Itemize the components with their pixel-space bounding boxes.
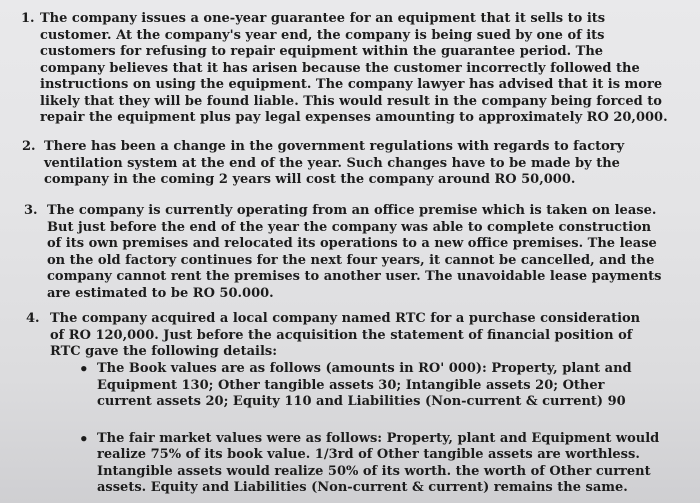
item-text: The company issues a one-year guarantee for an equipment that it sells to its customer. At the company's year end, the company is being sued by one of its customers for refusing to repair equipment within the guarantee period. The company believes that it has arisen because the customer incorrectly followed the instructions on using the equipment. The company lawyer has advised that it is more likely that they will be found liable. This would result in the company being forced to repair the equipment plus pay legal expenses amounting to approximately RO 20,000.: [40, 11, 668, 125]
bullet-text: The Book values are as follows (amounts in RO' 000): Property, plant and Equipment 130; Other tangible assets 30; Intangible assets 20; Other current assets 20; Equity 110 and Liabilities (Non-current & current) 90: [97, 361, 632, 409]
bullet-text: The fair market values were as follows: Property, plant and Equipment would realize 75% of its book value. 1/3rd of Other tangible assets are worthless. Intangible assets would realize 50% of its worth. the worth of Other current assets. Equity and Liabilities (Non-current & current) remains the same.: [97, 430, 660, 495]
item-text: The company acquired a local company named RTC for a purchase consideration of RO 120,000. Just before the acquisition the statement of financial position of RTC gave the following details:: [50, 311, 641, 359]
list-item: [79, 429, 662, 497]
item-number: 1.: [21, 11, 35, 26]
item-number: 4.: [26, 311, 40, 326]
list-item: [79, 360, 662, 411]
bullet-icon: •: [79, 360, 89, 378]
item-number: 2.: [22, 139, 36, 154]
item-number: 3.: [24, 203, 38, 218]
item-text: There has been a change in the government regulations with regards to factory ventilation system at the end of the year. Such changes have to be made by the company in the coming 2 years will cost the company around RO 50,000.: [44, 139, 625, 187]
item-text: The company is currently operating from an office premise which is taken on lease. But just before the end of the year the company was able to complete construction of its own premises and relocated its operations to a new office premises. The lease on the old factory continues for the next four years, it cannot be cancelled, and the company cannot rent the premises to another user. The unavoidable lease payments are estimated to be RO 50.000.: [47, 203, 662, 301]
sub-bullet-list: [79, 360, 662, 497]
bullet-icon: •: [79, 429, 89, 448]
